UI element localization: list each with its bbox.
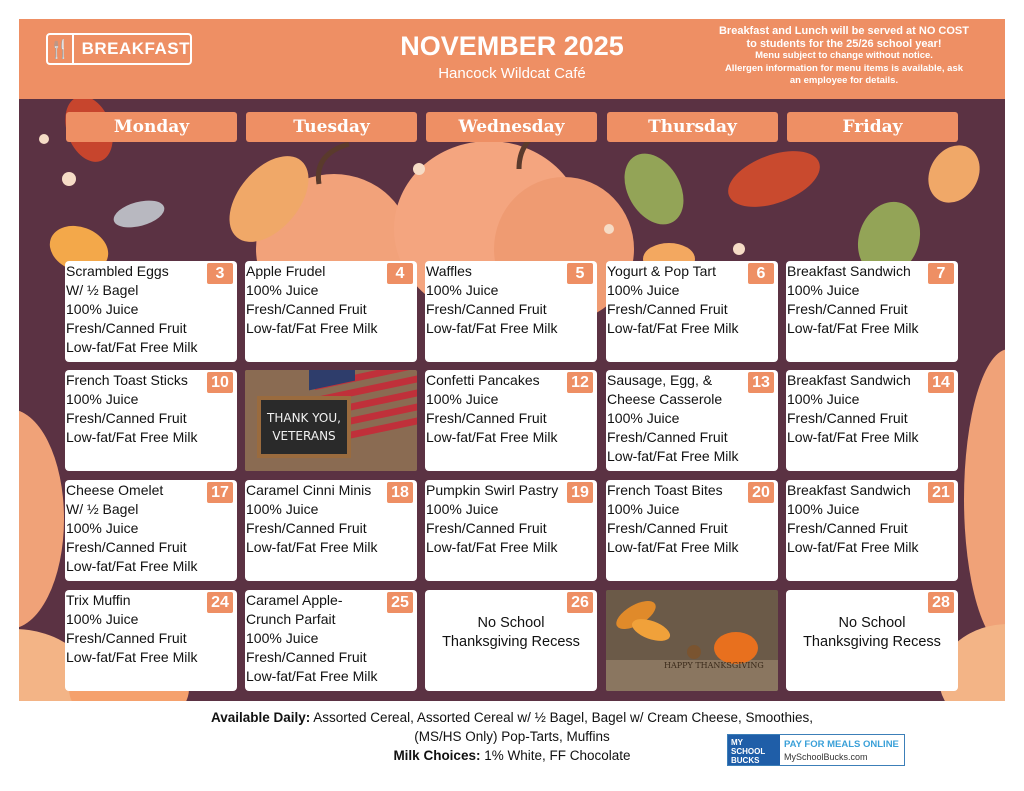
day-cell [245,261,417,362]
menu-item: Yogurt & Pop Tart [607,263,716,279]
menu-item: Fresh/Canned Fruit [607,520,728,536]
menu-item: Low-fat/Fat Free Milk [66,339,198,355]
menu-items [607,371,738,466]
menu-items [787,371,918,447]
date-badge: 7 [928,263,954,284]
menu-item: Low-fat/Fat Free Milk [66,429,198,445]
note-line: Thanksgiving Recess [442,634,580,650]
menu-sheet [19,19,1005,701]
menu-item: Low-fat/Fat Free Milk [787,320,919,336]
day-header-monday: Monday [66,112,237,142]
day-cell [606,261,778,362]
day-header-thursday: Thursday [607,112,778,142]
menu-item: Low-fat/Fat Free Milk [426,539,558,555]
daily-label: Available Daily: [210,710,311,725]
day-cell [425,590,597,691]
date-badge: 10 [207,372,233,393]
menu-item: Waffles [426,263,472,279]
menu-item: Breakfast Sandwich [787,263,911,279]
menu-items [787,481,918,557]
day-cell [65,480,237,581]
menu-item: 100% Juice [607,501,680,517]
menu-item: Fresh/Canned Fruit [66,320,187,336]
date-badge: 20 [748,482,774,503]
menu-item: Low-fat/Fat Free Milk [246,320,378,336]
menu-item: 100% Juice [246,282,319,298]
menu-item: 100% Juice [426,501,499,517]
menu-item: Fresh/Canned Fruit [787,410,908,426]
day-header-tuesday: Tuesday [246,112,417,142]
menu-item: Low-fat/Fat Free Milk [246,539,378,555]
milk-label: Milk Choices: [393,748,481,763]
date-badge: 5 [567,263,593,284]
menu-items [66,262,197,357]
menu-item: Pumpkin Swirl Pastry [426,482,559,498]
menu-items [66,591,197,667]
menu-items [246,591,377,686]
date-badge: 24 [207,592,233,613]
menu-item: Breakfast Sandwich [787,372,911,388]
day-cell [606,370,778,471]
menu-item: Cheese Omelet [66,482,164,498]
note-line: No School [838,615,906,631]
thanksgiving-image [606,590,778,691]
date-badge: 12 [567,372,593,393]
menu-item: Sausage, Egg, & [607,372,713,388]
menu-item: Low-fat/Fat Free Milk [607,448,739,464]
leaf-red-2 [721,140,828,218]
menu-item: Crunch Parfait [246,611,336,627]
menu-item: Fresh/Canned Fruit [246,520,367,536]
date-badge: 25 [387,592,413,613]
menu-items [246,481,377,557]
menu-item: Low-fat/Fat Free Milk [787,429,919,445]
no-school-note [425,614,597,652]
menu-item: W/ ½ Bagel [66,501,139,517]
menu-item: Confetti Pancakes [426,372,540,388]
menu-item: W/ ½ Bagel [66,282,139,298]
day-cell [786,370,958,471]
msb-logo: MY SCHOOL BUCKS [728,735,780,765]
menu-item: Fresh/Canned Fruit [426,520,547,536]
menu-items [607,262,738,338]
menu-item: Fresh/Canned Fruit [787,301,908,317]
day-cell [606,480,778,581]
no-school-note [786,614,958,652]
day-cell [425,261,597,362]
menu-item: Fresh/Canned Fruit [66,630,187,646]
daily-line [0,710,1024,725]
page-subtitle: Hancock Wildcat Café [438,65,586,82]
msb-url: MySchoolBucks.com [784,752,868,762]
fork-icon: 🍴 [48,35,74,63]
menu-items [426,481,558,557]
menu-item: Low-fat/Fat Free Milk [66,649,198,665]
menu-item: 100% Juice [66,611,139,627]
page-title: NOVEMBER 2025 [400,31,624,61]
daily-text-2: (MS/HS Only) Pop-Tarts, Muffins [414,729,610,744]
menu-item: Caramel Cinni Minis [246,482,372,498]
day-header-friday: Friday [787,112,958,142]
day-cell [425,370,597,471]
date-badge: 26 [567,592,593,613]
menu-item: Fresh/Canned Fruit [66,539,187,555]
day-header-wednesday: Wednesday [426,112,597,142]
date-badge: 13 [748,372,774,393]
menu-item: Fresh/Canned Fruit [66,410,187,426]
menu-item: 100% Juice [426,391,499,407]
leaf-grey [111,196,167,233]
menu-item: Fresh/Canned Fruit [787,520,908,536]
note-line: No School [477,615,545,631]
myschoolbucks-badge[interactable] [727,734,905,766]
menu-items [607,481,738,557]
day-cell [65,261,237,362]
menu-item: Low-fat/Fat Free Milk [246,668,378,684]
day-cell [786,480,958,581]
menu-item: 100% Juice [66,391,139,407]
day-cell [786,590,958,691]
menu-items [787,262,918,338]
date-badge: 17 [207,482,233,503]
date-badge: 28 [928,592,954,613]
date-badge: 14 [928,372,954,393]
veterans-sign-line2: VETERANS [272,429,336,443]
menu-item: 100% Juice [607,282,680,298]
date-badge: 21 [928,482,954,503]
header-banner [19,19,1005,99]
leaf-orange-2 [918,136,990,212]
day-cell [245,590,417,691]
note-line: Thanksgiving Recess [803,634,941,650]
menu-item: Low-fat/Fat Free Milk [426,429,558,445]
day-cell [786,261,958,362]
day-cell [65,590,237,691]
date-badge: 6 [748,263,774,284]
menu-item: Fresh/Canned Fruit [246,301,367,317]
milk-text: 1% White, FF Chocolate [484,748,631,763]
day-cell [245,480,417,581]
menu-item: Fresh/Canned Fruit [426,410,547,426]
logo-text: BREAKFAST [81,39,190,58]
menu-item: Fresh/Canned Fruit [246,649,367,665]
daily-text: Assorted Cereal, Assorted Cereal w/ ½ Bagel, Bagel w/ Cream Cheese, Smoothies, [313,710,814,725]
menu-item: Fresh/Canned Fruit [607,429,728,445]
menu-items [66,481,197,576]
day-cell [425,480,597,581]
thanksgiving-tiles: HAPPY THANKSGIVING [664,661,764,670]
menu-item: French Toast Bites [607,482,723,498]
menu-item: 100% Juice [66,301,139,317]
menu-item: Caramel Apple- [246,592,343,608]
menu-item: French Toast Sticks [66,372,188,388]
date-badge: 19 [567,482,593,503]
menu-item: Cheese Casserole [607,391,723,407]
menu-item: Low-fat/Fat Free Milk [426,320,558,336]
menu-item: Low-fat/Fat Free Milk [607,539,739,555]
day-cell [65,370,237,471]
menu-item: Breakfast Sandwich [787,482,911,498]
menu-item: Scrambled Eggs [66,263,169,279]
menu-items [66,371,197,447]
msb-pay-text: PAY FOR MEALS ONLINE [784,739,899,750]
menu-item: 100% Juice [787,391,860,407]
menu-item: 100% Juice [246,630,319,646]
menu-item: Trix Muffin [66,592,131,608]
breakfast-logo [46,33,192,65]
menu-item: 100% Juice [426,282,499,298]
menu-item: 100% Juice [787,282,860,298]
menu-item: Fresh/Canned Fruit [426,301,547,317]
menu-item: 100% Juice [607,410,680,426]
menu-item: Low-fat/Fat Free Milk [787,539,919,555]
menu-item: Apple Frudel [246,263,326,279]
menu-item: Low-fat/Fat Free Milk [66,558,198,574]
menu-item: Low-fat/Fat Free Milk [607,320,739,336]
menu-item: Fresh/Canned Fruit [607,301,728,317]
veterans-day-image [245,370,417,471]
date-badge: 4 [387,263,413,284]
menu-items [426,262,557,338]
date-badge: 3 [207,263,233,284]
menu-item: 100% Juice [246,501,319,517]
notice-text: Breakfast and Lunch will be served at NO COST to students for the 25/26 school year! Menu subject to change without notice. Allergen information for menu items is available, ask an employee for details. [718,25,969,86]
menu-item: 100% Juice [787,501,860,517]
menu-items [246,262,377,338]
menu-item: 100% Juice [66,520,139,536]
veterans-sign-line1: THANK YOU, [267,411,341,425]
menu-items [426,371,557,447]
date-badge: 18 [387,482,413,503]
